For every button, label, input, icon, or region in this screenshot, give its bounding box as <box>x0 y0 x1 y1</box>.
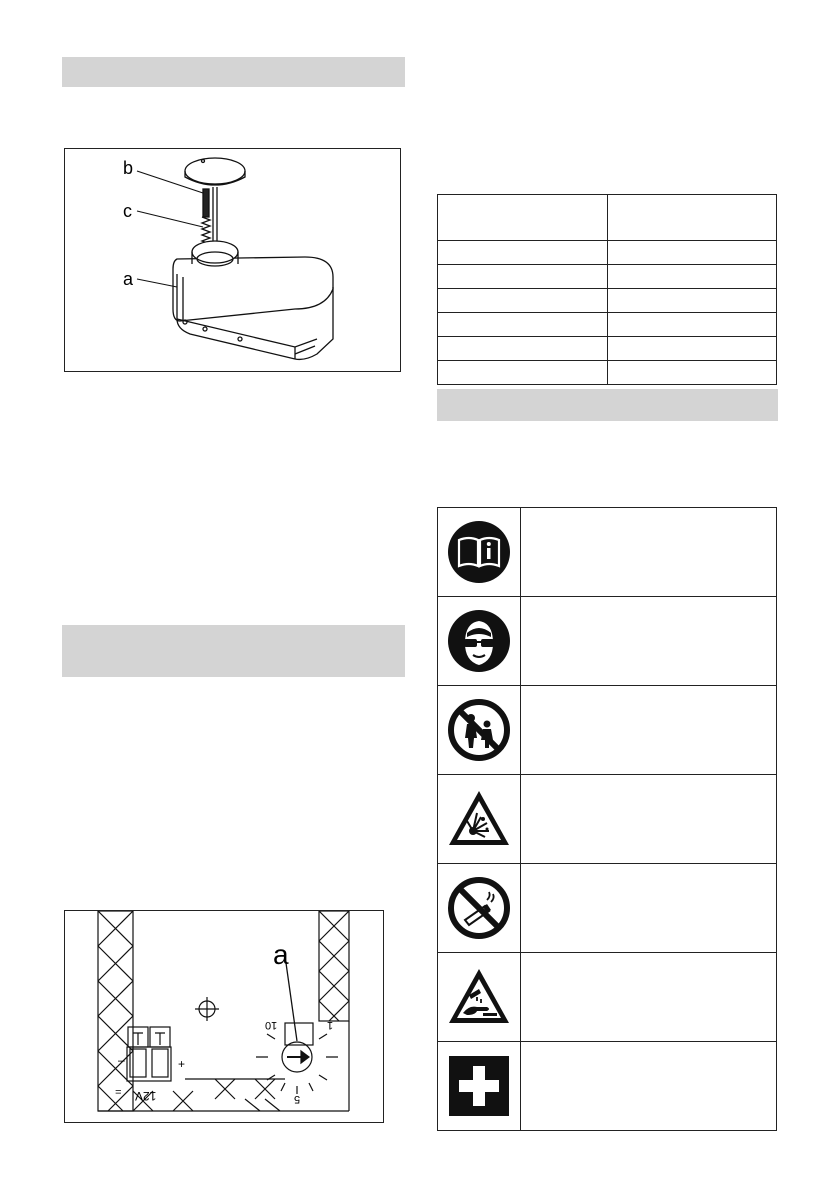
read-manual-icon <box>447 520 511 584</box>
callout-a: a <box>123 269 134 289</box>
list-item <box>438 597 777 686</box>
section-heading-bar-3 <box>437 389 778 421</box>
dial-label-10: 10 <box>265 1019 278 1031</box>
list-item <box>438 686 777 775</box>
dial-callout-a: a <box>273 939 289 970</box>
explosive-warning-icon <box>447 787 511 851</box>
table-row <box>438 361 777 385</box>
callout-b: b <box>123 158 134 178</box>
corrosive-warning-icon <box>447 965 511 1029</box>
list-item <box>438 775 777 864</box>
spec-table <box>437 194 777 385</box>
table-row <box>438 241 777 265</box>
table-row <box>438 313 777 337</box>
table-row <box>438 265 777 289</box>
list-item <box>438 508 777 597</box>
no-children-icon <box>447 698 511 762</box>
no-smoking-icon <box>447 876 511 940</box>
dial-label-5: 5 <box>294 1093 301 1105</box>
table-row <box>438 289 777 313</box>
list-item <box>438 1042 777 1131</box>
dial-label-1: 1 <box>327 1019 334 1031</box>
safety-symbols-table <box>437 507 777 1131</box>
table-row <box>438 337 777 361</box>
voltage-label: 12V <box>135 1089 157 1103</box>
tank-figure <box>64 148 401 372</box>
callout-c: c <box>123 201 132 221</box>
control-board-drawing <box>65 911 383 1122</box>
section-heading-bar-2 <box>62 625 405 677</box>
wear-goggles-icon <box>447 609 511 673</box>
plus-sign: + <box>178 1057 186 1071</box>
list-item <box>438 953 777 1042</box>
first-aid-icon <box>447 1054 511 1118</box>
table-row <box>438 195 777 241</box>
list-item <box>438 864 777 953</box>
control-board-figure <box>64 910 384 1123</box>
minus-sign: – <box>118 1053 125 1067</box>
tank-drawing <box>65 149 400 371</box>
equals-sign: = <box>115 1085 122 1097</box>
section-heading-bar-1 <box>62 57 405 87</box>
